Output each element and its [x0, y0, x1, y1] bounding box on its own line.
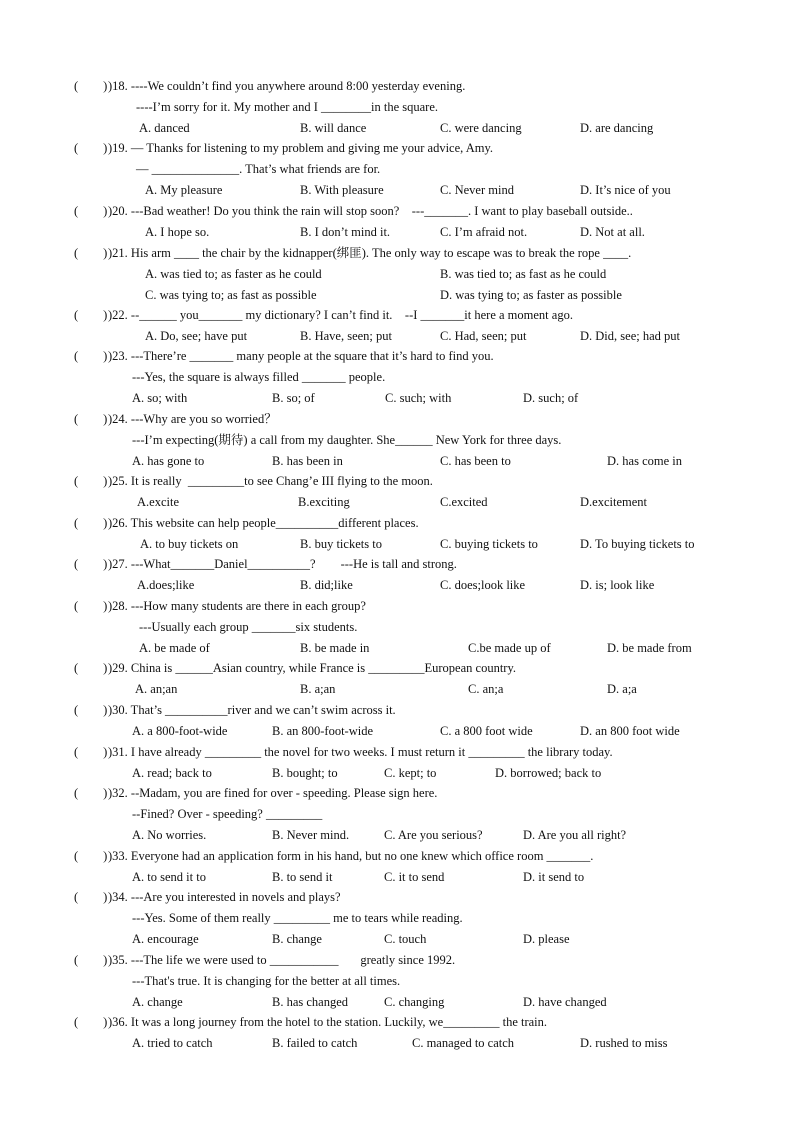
answer-option: B.exciting	[298, 495, 350, 509]
answer-option: A. danced	[139, 121, 190, 135]
question-stem: )23. ---There’re _______ many people at the square that it’s hard to find you.	[108, 349, 494, 363]
question-line: — ______________. That’s what friends are for.	[136, 162, 381, 176]
answer-option: D. Did, see; had put	[580, 329, 680, 343]
answer-option: A. be made of	[139, 641, 210, 655]
answer-option: B. buy tickets to	[300, 537, 382, 551]
question-line: ---Yes. Some of them really _________ me to tears while reading.	[132, 911, 463, 925]
answer-blank-paren: ( )	[74, 349, 108, 363]
answer-option: C. were dancing	[440, 121, 522, 135]
answer-option: D. has come in	[607, 454, 682, 468]
question-stem: )36. It was a long journey from the hotel to the station. Luckily, we_________ the train.	[108, 1015, 548, 1029]
question-line: ---That's true. It is changing for the better at all times.	[132, 974, 401, 988]
answer-option: A. has gone to	[132, 454, 205, 468]
question-stem: )27. ---What_______Daniel__________? ---He is tall and strong.	[108, 557, 457, 571]
answer-option: B. so; of	[272, 391, 315, 405]
answer-option: C. has been to	[440, 454, 511, 468]
question-stem: )35. ---The life we were used to ___________ greatly since 1992.	[108, 953, 456, 967]
question-stem: )33. Everyone had an application form in his hand, but no one knew which office room _______.	[108, 849, 594, 863]
answer-blank-paren: ( )	[74, 786, 108, 800]
answer-option: D. are dancing	[580, 121, 654, 135]
answer-option: B. a;an	[300, 682, 336, 696]
answer-option: D. it send to	[523, 870, 585, 884]
answer-option: A. an;an	[135, 682, 178, 696]
answer-option: A. a 800-foot-wide	[132, 724, 228, 738]
answer-option: B. change	[272, 932, 322, 946]
answer-option: B. be made in	[300, 641, 370, 655]
answer-option: C. does;look like	[440, 578, 526, 592]
question-line: --Fined? Over - speeding? _________	[132, 807, 323, 821]
answer-option: D. To buying tickets to	[580, 537, 695, 551]
answer-blank-paren: ( )	[74, 599, 108, 613]
answer-option: D. have changed	[523, 995, 607, 1009]
answer-option: B. failed to catch	[272, 1036, 358, 1050]
question-stem: )20. ---Bad weather! Do you think the rain will stop soon? ---_______. I want to play baseball outside..	[108, 204, 633, 218]
question-stem: )26. This website can help people__________different places.	[108, 516, 419, 530]
answer-option: B. bought; to	[272, 766, 338, 780]
answer-option: B. With pleasure	[300, 183, 384, 197]
answer-option: B. an 800-foot-wide	[272, 724, 374, 738]
answer-blank-paren: ( )	[74, 246, 108, 260]
answer-blank-paren: ( )	[74, 849, 108, 863]
answer-option: C.excited	[440, 495, 488, 509]
answer-option: C. a 800 foot wide	[440, 724, 533, 738]
answer-option: A. I hope so.	[145, 225, 210, 239]
question-stem: )18. ----We couldn’t find you anywhere around 8:00 yesterday evening.	[108, 79, 466, 93]
answer-blank-paren: ( )	[74, 516, 108, 530]
answer-option: A. to send it to	[132, 870, 206, 884]
question-line: ---I’m expecting(期待) a call from my daughter. She______ New York for three days.	[132, 433, 562, 447]
answer-blank-paren: ( )	[74, 703, 108, 717]
answer-option: B. did;like	[300, 578, 353, 592]
answer-option: D. Are you all right?	[523, 828, 627, 842]
answer-option: A.does;like	[137, 578, 195, 592]
answer-option: D. please	[523, 932, 570, 946]
question-stem: )22. --______ you_______ my dictionary? I can’t find it. --I _______it here a moment ago.	[108, 308, 573, 322]
answer-option: D. is; look like	[580, 578, 655, 592]
answer-option: C. buying tickets to	[440, 537, 538, 551]
answer-blank-paren: ( )	[74, 661, 108, 675]
answer-option: C. touch	[384, 932, 427, 946]
answer-option: B. to send it	[272, 870, 333, 884]
answer-option: D. rushed to miss	[580, 1036, 668, 1050]
answer-blank-paren: ( )	[74, 557, 108, 571]
question-stem: )19. — Thanks for listening to my problem and giving me your advice, Amy.	[108, 141, 494, 155]
question-stem: )25. It is really _________to see Chang’e III flying to the moon.	[108, 474, 433, 488]
answer-option: C. Never mind	[440, 183, 514, 197]
answer-blank-paren: ( )	[74, 890, 108, 904]
question-stem: )31. I have already _________ the novel for two weeks. I must return it _________ the library today.	[108, 745, 613, 759]
answer-option: C. it to send	[384, 870, 445, 884]
question-line: ---Yes, the square is always filled _______ people.	[132, 370, 386, 384]
answer-option: A. so; with	[132, 391, 188, 405]
answer-blank-paren: ( )	[74, 745, 108, 759]
answer-option: B. Have, seen; put	[300, 329, 392, 343]
answer-option: A. was tied to; as faster as he could	[145, 267, 322, 281]
answer-option: D. It’s nice of you	[580, 183, 671, 197]
answer-blank-paren: ( )	[74, 204, 108, 218]
answer-option: A. read; back to	[132, 766, 212, 780]
answer-option: A. to buy tickets on	[140, 537, 239, 551]
answer-blank-paren: ( )	[74, 953, 108, 967]
answer-blank-paren: ( )	[74, 141, 108, 155]
answer-option: B. was tied to; as fast as he could	[440, 267, 607, 281]
answer-blank-paren: ( )	[74, 308, 108, 322]
answer-option: D. Not at all.	[580, 225, 645, 239]
answer-option: A. No worries.	[132, 828, 207, 842]
answer-option: B. has been in	[272, 454, 343, 468]
answer-option: D.excitement	[580, 495, 647, 509]
answer-option: B. Never mind.	[272, 828, 350, 842]
answer-option: A. change	[132, 995, 183, 1009]
answer-option: B. has changed	[272, 995, 349, 1009]
answer-option: D. a;a	[607, 682, 637, 696]
answer-option: C.be made up of	[468, 641, 551, 655]
question-line: ---Usually each group _______six students.	[139, 620, 358, 634]
answer-option: C. changing	[384, 995, 445, 1009]
answer-option: D. an 800 foot wide	[580, 724, 680, 738]
answer-option: C. kept; to	[384, 766, 437, 780]
answer-option: A.excite	[137, 495, 179, 509]
question-stem: )24. ---Why are you so worried？	[108, 412, 277, 426]
answer-option: A. encourage	[132, 932, 199, 946]
answer-option: A. tried to catch	[132, 1036, 213, 1050]
answer-option: C. such; with	[385, 391, 452, 405]
answer-option: C. managed to catch	[412, 1036, 515, 1050]
answer-blank-paren: ( )	[74, 474, 108, 488]
question-stem: )30. That’s __________river and we can’t swim across it.	[108, 703, 396, 717]
answer-blank-paren: ( )	[74, 412, 108, 426]
question-stem: )34. ---Are you interested in novels and plays?	[108, 890, 341, 904]
question-stem: )21. His arm ____ the chair by the kidnapper(绑匪). The only way to escape was to break the rope ____.	[108, 246, 632, 260]
answer-option: D. be made from	[607, 641, 692, 655]
answer-option: D. was tying to; as faster as possible	[440, 288, 622, 302]
question-stem: )32. --Madam, you are fined for over - speeding. Please sign here.	[108, 786, 438, 800]
answer-option: B. I don’t mind it.	[300, 225, 391, 239]
answer-option: C. was tying to; as fast as possible	[145, 288, 317, 302]
answer-option: C. I’m afraid not.	[440, 225, 528, 239]
answer-blank-paren: ( )	[74, 79, 108, 93]
question-stem: )28. ---How many students are there in each group?	[108, 599, 366, 613]
question-stem: )29. China is ______Asian country, while France is _________European country.	[108, 661, 517, 675]
answer-option: A. Do, see; have put	[145, 329, 248, 343]
answer-option: C. an;a	[468, 682, 504, 696]
question-line: ----I’m sorry for it. My mother and I ________in the square.	[136, 100, 439, 114]
answer-blank-paren: ( )	[74, 1015, 108, 1029]
answer-option: D. borrowed; back to	[495, 766, 602, 780]
answer-option: B. will dance	[300, 121, 367, 135]
answer-option: C. Had, seen; put	[440, 329, 527, 343]
answer-option: D. such; of	[523, 391, 579, 405]
answer-option: A. My pleasure	[145, 183, 223, 197]
answer-option: C. Are you serious?	[384, 828, 483, 842]
